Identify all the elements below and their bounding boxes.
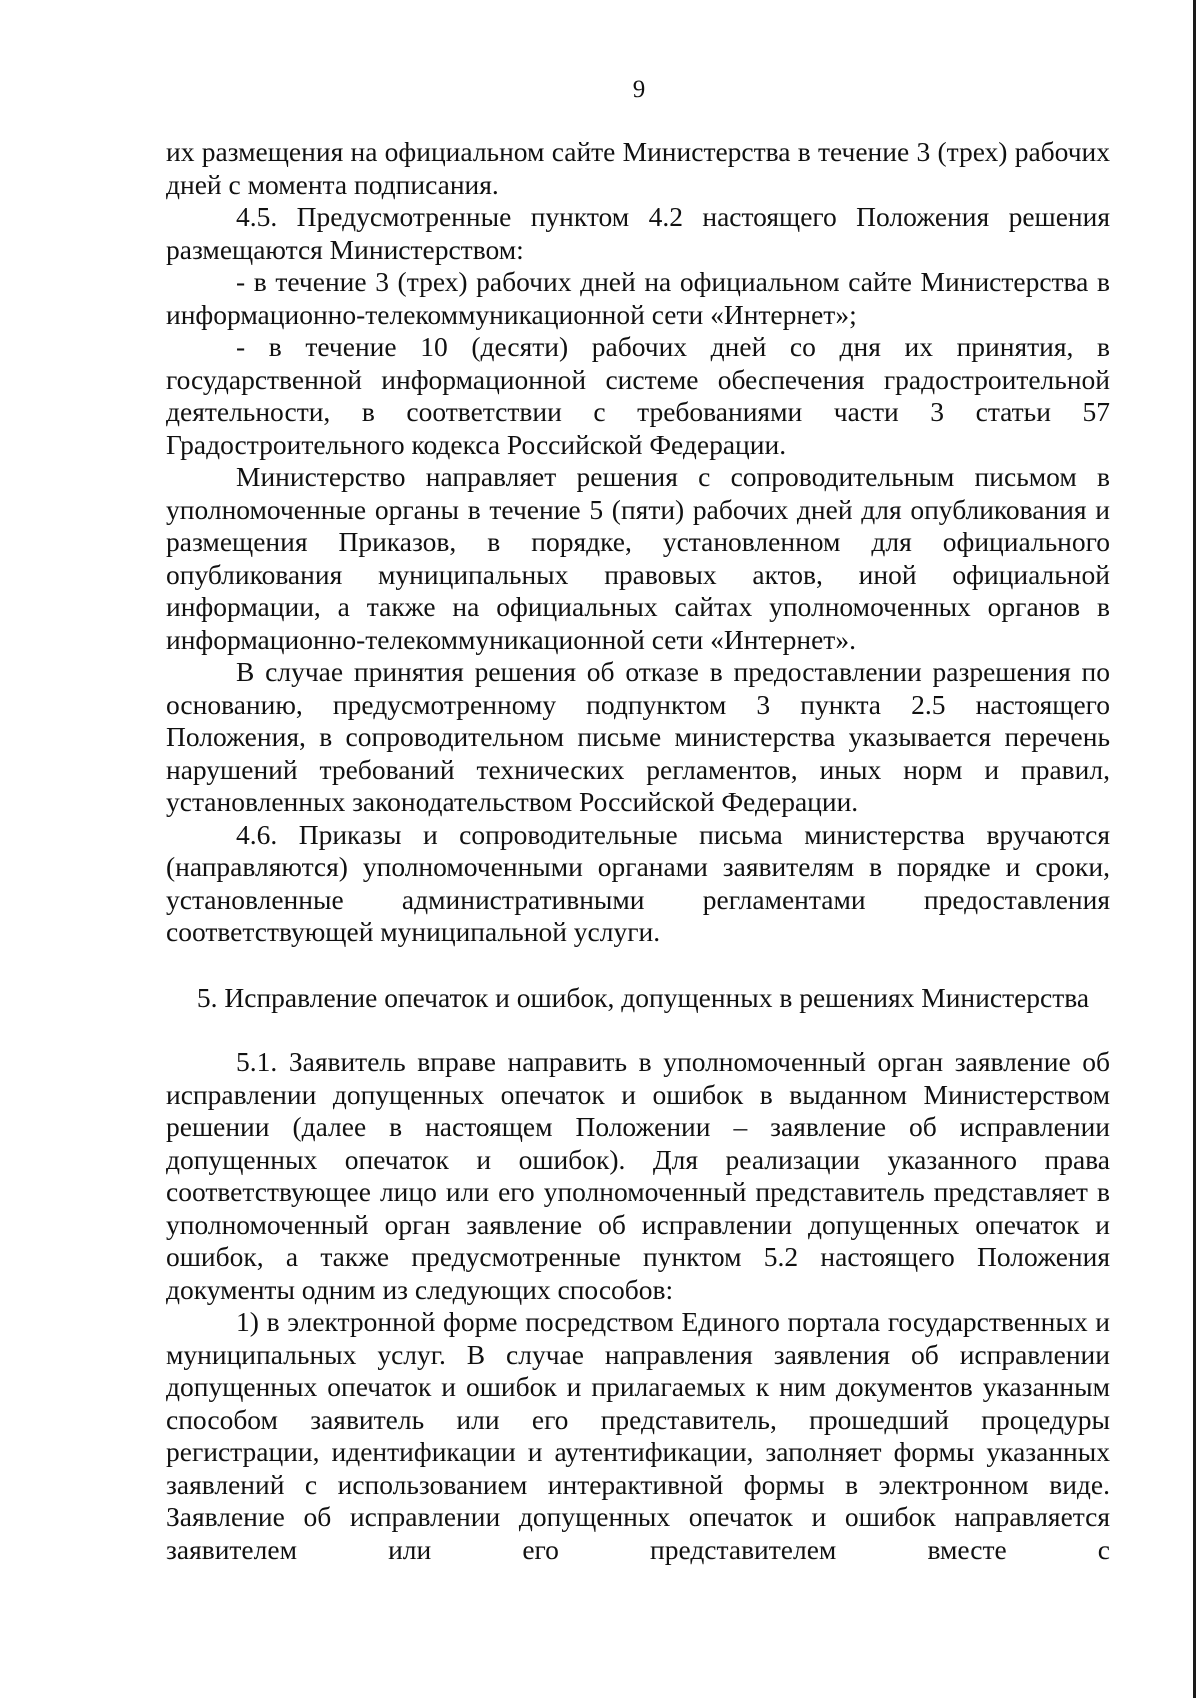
page-number: 9 (632, 76, 646, 103)
section-heading: 5. Исправление опечаток и ошибок, допущенных в решениях Министерства (196, 981, 1090, 1013)
paragraph: - в течение 3 (трех) рабочих дней на официальном сайте Министерства в информационно-телекоммуникационной сети «Интернет»; (166, 266, 1110, 330)
paragraph: 1) в электронной форме посредством Единого портала государственных и муниципальных услуг. В случае направления заявления об исправлении допущенных опечаток и ошибок и прилагаемых к ним документов указанным способом заявитель или его представитель, прошедший процедуры регистрации, идентификации и аутентификации, заполняет формы указанных заявлений с использованием интерактивной формы в электронном виде. Заявление об исправлении допущенных опечаток и ошибок направляется заявителем или его представителем вместе с (166, 1306, 1110, 1565)
paragraph: В случае принятия решения об отказе в предоставлении разрешения по основанию, предусмотренному подпунктом 3 пункта 2.5 настоящего Положения, в сопроводительном письме министерства указывается перечень нарушений требований технических регламентов, иных норм и правил, установленных законодательством Российской Федерации. (166, 656, 1110, 817)
paragraph: их размещения на официальном сайте Министерства в течение 3 (трех) рабочих дней с момента подписания. (166, 136, 1110, 200)
paragraph: 4.5. Предусмотренные пунктом 4.2 настоящего Положения решения размещаются Министерством: (166, 201, 1110, 265)
document-body (166, 136, 1110, 1566)
paragraph: 5.1. Заявитель вправе направить в уполномоченный орган заявление об исправлении допущенных опечаток и ошибок в выданном Министерством решении (далее в настоящем Положении – заявление об исправлении допущенных опечаток и ошибок). Для реализации указанного права соответствующее лицо или его уполномоченный представитель представляет в уполномоченный орган заявление об исправлении допущенных опечаток и ошибок, а также предусмотренные пунктом 5.2 настоящего Положения документы одним из следующих способов: (166, 1046, 1110, 1305)
paragraph: 4.6. Приказы и сопроводительные письма министерства вручаются (направляются) уполномоченными органами заявителям в порядке и сроки, установленные административными регламентами предоставления соответствующей муниципальной услуги. (166, 818, 1110, 947)
paragraph: Министерство направляет решения с сопроводительным письмом в уполномоченные органы в течение 5 (пяти) рабочих дней для опубликования и размещения Приказов, в порядке, установленном для официального опубликования муниципальных правовых актов, иной официальной информации, а также на официальных сайтах уполномоченных органов в информационно-телекоммуникационной сети «Интернет». (166, 461, 1110, 655)
page-edge-border (1193, 0, 1196, 1698)
paragraph: - в течение 10 (десяти) рабочих дней со дня их принятия, в государственной информационной системе обеспечения градостроительной деятельности, в соответствии с требованиями части 3 статьи 57 Градостроительного кодекса Российской Федерации. (166, 331, 1110, 460)
